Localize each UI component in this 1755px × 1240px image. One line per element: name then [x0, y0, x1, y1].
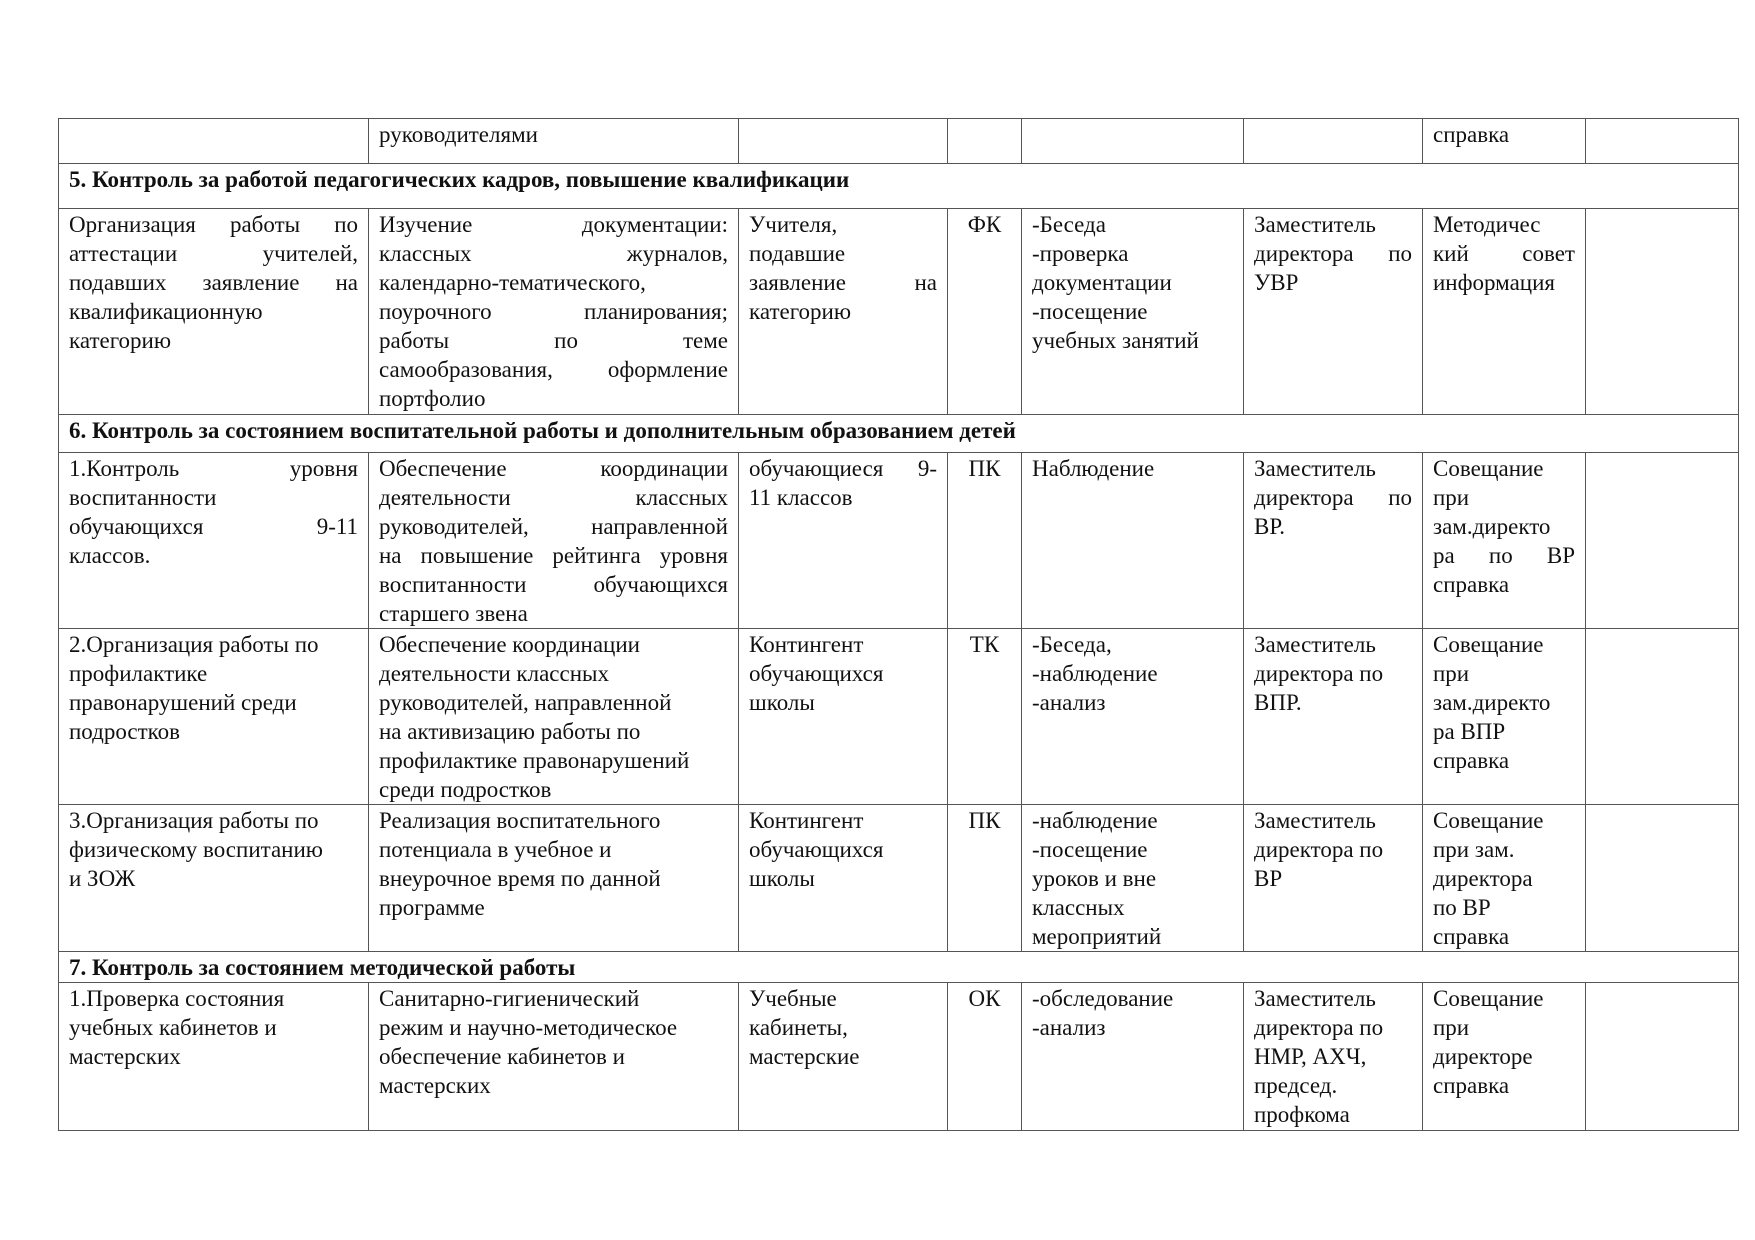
cell-result	[1423, 983, 1586, 1131]
cell-methods	[1022, 119, 1244, 164]
cell-objects	[739, 453, 948, 629]
text-line: справка	[1433, 1073, 1510, 1098]
cell-note	[1586, 119, 1739, 164]
text-line: подавшие	[749, 241, 846, 266]
table-row	[59, 453, 1739, 629]
text-line: информация	[1433, 270, 1555, 295]
cell-topic	[59, 209, 369, 415]
table-row	[59, 629, 1739, 805]
text-line: при	[1433, 485, 1470, 510]
cell-note	[1586, 983, 1739, 1131]
text-line: аттестации учителей,	[69, 241, 358, 266]
text-line: деятельности классных	[379, 661, 609, 686]
text-line: Совещание	[1433, 456, 1544, 481]
text-line: справка	[1433, 748, 1510, 773]
cell-objects	[739, 629, 948, 805]
table-row	[59, 805, 1739, 952]
text-line: учебных кабинетов и	[69, 1015, 277, 1040]
cell-note	[1586, 453, 1739, 629]
text-line: директора по	[1254, 485, 1412, 510]
text-line: Методичес	[1433, 212, 1541, 237]
control-plan-table	[58, 118, 1739, 1131]
cell-type: ОК	[948, 983, 1022, 1131]
section-header-row	[59, 952, 1739, 983]
text-line: календарно-тематического,	[379, 270, 646, 295]
text-line: Наблюдение	[1032, 456, 1155, 481]
cell-content	[369, 983, 739, 1131]
text-line: мастерских	[379, 1073, 491, 1098]
text-line: на активизацию работы по	[379, 719, 641, 744]
text-line: мастерских	[69, 1044, 181, 1069]
text-line: Совещание	[1433, 632, 1544, 657]
text-line: -Беседа,	[1032, 632, 1112, 657]
cell-methods	[1022, 629, 1244, 805]
text-line: Санитарно-гигиенический	[379, 986, 640, 1011]
text-line: программе	[379, 895, 485, 920]
text-line: ВР.	[1254, 514, 1286, 539]
text-line: НМР, АХЧ,	[1254, 1044, 1367, 1069]
text-line: 1.Проверка состояния	[69, 986, 285, 1011]
text-line: кабинеты,	[749, 1015, 848, 1040]
text-line: Учителя,	[749, 212, 838, 237]
text-line: самообразования, оформление	[379, 357, 728, 382]
text-line: 3.Организация работы по	[69, 808, 319, 833]
text-line: потенциала в учебное и	[379, 837, 612, 862]
text-line: и ЗОЖ	[69, 866, 136, 891]
cell-type: ПК	[948, 453, 1022, 629]
text-line: школы	[749, 690, 815, 715]
table-row	[59, 119, 1739, 164]
text-line: обучающихся	[749, 661, 884, 686]
text-line: кий совет	[1433, 241, 1575, 266]
text-line: Заместитель	[1254, 986, 1376, 1011]
cell-objects	[739, 805, 948, 952]
text-line: физическому воспитанию	[69, 837, 323, 862]
text-line: Обеспечение координации	[379, 632, 640, 657]
text-line: Заместитель	[1254, 808, 1376, 833]
text-line: профилактике правонарушений	[379, 748, 690, 773]
text-line: -анализ	[1032, 1015, 1106, 1040]
cell-methods	[1022, 453, 1244, 629]
text-line: Обеспечение координации	[379, 456, 728, 481]
text-line: при	[1433, 1015, 1470, 1040]
text-line: Заместитель	[1254, 456, 1376, 481]
cell-objects	[739, 983, 948, 1131]
text-line: классных журналов,	[379, 241, 728, 266]
cell-content	[369, 209, 739, 415]
text-line: Заместитель	[1254, 212, 1376, 237]
text-line: директора по	[1254, 837, 1384, 862]
cell-content: руководителями	[369, 119, 739, 164]
text-line: -наблюдение	[1032, 808, 1158, 833]
cell-objects	[739, 119, 948, 164]
text-line: заявление на	[749, 270, 937, 295]
cell-responsible	[1244, 983, 1423, 1131]
text-line: классов.	[69, 543, 151, 568]
text-line: воспитанности обучающихся	[379, 572, 728, 597]
text-line: директора по	[1254, 241, 1412, 266]
cell-note	[1586, 805, 1739, 952]
cell-result	[1423, 805, 1586, 952]
text-line: квалификационную	[69, 299, 263, 324]
text-line: при зам.	[1433, 837, 1515, 862]
text-line: деятельности классных	[379, 485, 728, 510]
text-line: на повышение рейтинга уровня	[379, 543, 728, 568]
text-line: ВР	[1254, 866, 1283, 891]
cell-type: ФК	[948, 209, 1022, 415]
text-line: обучающиеся 9-	[749, 456, 937, 481]
text-line: -проверка	[1032, 241, 1129, 266]
text-line: -посещение	[1032, 837, 1148, 862]
text-line: правонарушений среди	[69, 690, 297, 715]
table-row	[59, 983, 1739, 1131]
cell-topic	[59, 453, 369, 629]
cell-result	[1423, 453, 1586, 629]
text-line: по ВР	[1433, 895, 1491, 920]
text-line: зам.директо	[1433, 514, 1551, 539]
text-line: воспитанности	[69, 485, 217, 510]
text-line: -анализ	[1032, 690, 1106, 715]
text-line: 11 классов	[749, 485, 853, 510]
text-line: ра ВПР	[1433, 719, 1506, 744]
cell-note	[1586, 629, 1739, 805]
text-line: УВР	[1254, 270, 1299, 295]
cell-responsible	[1244, 629, 1423, 805]
text-line: Контингент	[749, 632, 864, 657]
text-line: Контингент	[749, 808, 864, 833]
cell-responsible	[1244, 209, 1423, 415]
cell-methods	[1022, 805, 1244, 952]
text-line: мастерские	[749, 1044, 860, 1069]
text-line: старшего звена	[379, 601, 528, 626]
text-line: ВПР.	[1254, 690, 1302, 715]
cell-type: ТК	[948, 629, 1022, 805]
text-line: портфолио	[379, 386, 486, 411]
cell-responsible	[1244, 805, 1423, 952]
cell-note	[1586, 209, 1739, 415]
text-line: руководителей, направленной	[379, 690, 672, 715]
text-line: руководителей, направленной	[379, 514, 728, 539]
text-line: подавших заявление на	[69, 270, 358, 295]
text-line: 2.Организация работы по	[69, 632, 319, 657]
text-line: Совещание	[1433, 986, 1544, 1011]
text-line: председ.	[1254, 1073, 1338, 1098]
text-line: Совещание	[1433, 808, 1544, 833]
text-line: внеурочное время по данной	[379, 866, 661, 891]
text-line: -Беседа	[1032, 212, 1106, 237]
text-line: режим и научно-методическое	[379, 1015, 678, 1040]
cell-result	[1423, 209, 1586, 415]
cell-methods	[1022, 983, 1244, 1131]
section-title-6: 6. Контроль за состоянием воспитательной работы и дополнительным образованием детей	[59, 415, 1739, 453]
text-line: среди подростков	[379, 777, 552, 802]
cell-topic	[59, 629, 369, 805]
text-line: поурочного планирования;	[379, 299, 728, 324]
text-line: Изучение документации:	[379, 212, 728, 237]
cell-result: справка	[1423, 119, 1586, 164]
text-line: директора по	[1254, 1015, 1384, 1040]
text-line: профкома	[1254, 1102, 1350, 1127]
cell-topic	[59, 805, 369, 952]
text-line: Учебные	[749, 986, 837, 1011]
cell-result	[1423, 629, 1586, 805]
text-line: документации	[1032, 270, 1172, 295]
section-title-5: 5. Контроль за работой педагогических кадров, повышение квалификации	[59, 164, 1739, 209]
text-line: директоре	[1433, 1044, 1533, 1069]
text-line: учебных занятий	[1032, 328, 1199, 353]
text-line: Заместитель	[1254, 632, 1376, 657]
text-line: 1.Контроль уровня	[69, 456, 358, 481]
text-line: обучающихся 9-11	[69, 514, 358, 539]
text-line: при	[1433, 661, 1470, 686]
text-line: зам.директо	[1433, 690, 1551, 715]
section-header-row	[59, 164, 1739, 209]
text-line: профилактике	[69, 661, 208, 686]
text-line: -наблюдение	[1032, 661, 1158, 686]
text-line: категорию	[69, 328, 172, 353]
text-line: Организация работы по	[69, 212, 358, 237]
cell-objects	[739, 209, 948, 415]
text-line: мероприятий	[1032, 924, 1162, 949]
cell-type	[948, 119, 1022, 164]
text-line: классных	[1032, 895, 1125, 920]
cell-topic	[59, 983, 369, 1131]
text-line: обучающихся	[749, 837, 884, 862]
table-row	[59, 209, 1739, 415]
cell-methods	[1022, 209, 1244, 415]
text-line: работы по теме	[379, 328, 728, 353]
text-line: уроков и вне	[1032, 866, 1157, 891]
text-line: директора по	[1254, 661, 1384, 686]
text-line: справка	[1433, 572, 1510, 597]
text-line: директора	[1433, 866, 1533, 891]
text-line: школы	[749, 866, 815, 891]
text-line: обеспечение кабинетов и	[379, 1044, 625, 1069]
cell-content	[369, 805, 739, 952]
text-line: категорию	[749, 299, 852, 324]
section-header-row	[59, 415, 1739, 453]
text-line: справка	[1433, 924, 1510, 949]
cell-topic	[59, 119, 369, 164]
section-title-7: 7. Контроль за состоянием методической работы	[59, 952, 1739, 983]
text-line: -посещение	[1032, 299, 1148, 324]
text-line: -обследование	[1032, 986, 1174, 1011]
cell-responsible	[1244, 119, 1423, 164]
text-line: ра по ВР	[1433, 543, 1575, 568]
cell-type: ПК	[948, 805, 1022, 952]
cell-responsible	[1244, 453, 1423, 629]
cell-content	[369, 453, 739, 629]
text-line: подростков	[69, 719, 181, 744]
cell-content	[369, 629, 739, 805]
text-line: Реализация воспитательного	[379, 808, 661, 833]
